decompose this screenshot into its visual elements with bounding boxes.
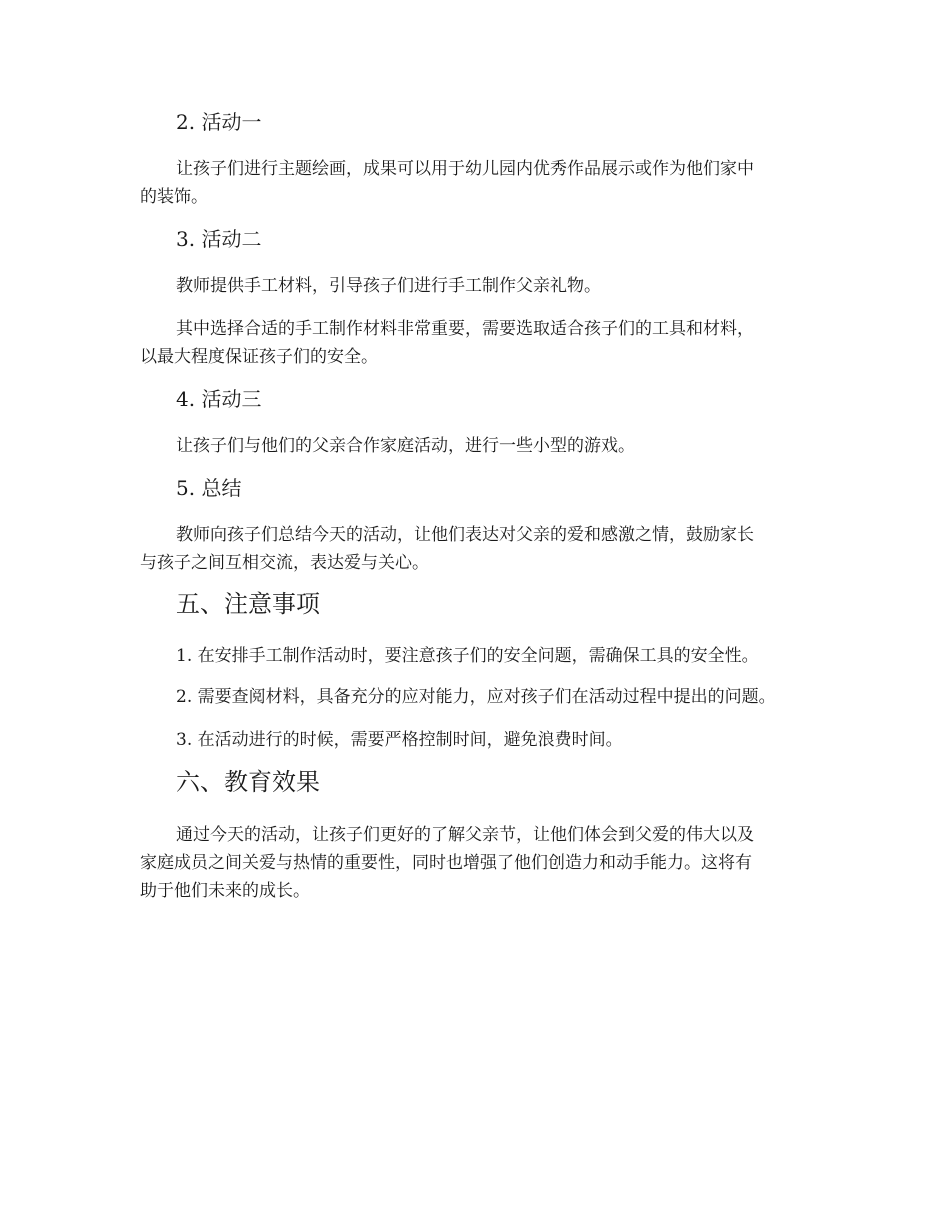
paragraph-line: 其中选择合适的手工制作材料非常重要，需要选取适合孩子们的工具和材料， <box>176 319 754 339</box>
paragraph-line: 让孩子们与他们的父亲合作家庭活动，进行一些小型的游戏。 <box>176 436 635 456</box>
section-heading-effects: 六、教育效果 <box>176 768 320 796</box>
paragraph-line: 家庭成员之间关爱与热情的重要性，同时也增强了他们创造力和动手能力。这将有 <box>140 853 752 873</box>
heading-activity-1: 2. 活动一 <box>176 110 262 134</box>
paragraph-line: 与孩子之间互相交流，表达爱与关心。 <box>140 553 429 573</box>
paragraph-line: 的装饰。 <box>140 187 208 207</box>
paragraph-line: 通过今天的活动，让孩子们更好的了解父亲节，让他们体会到父爱的伟大以及 <box>176 825 754 845</box>
list-item: 2. 需要查阅材料，具备充分的应对能力，应对孩子们在活动过程中提出的问题。 <box>176 687 776 707</box>
heading-summary: 5. 总结 <box>176 476 242 500</box>
paragraph-line: 让孩子们进行主题绘画，成果可以用于幼儿园内优秀作品展示或作为他们家中 <box>176 159 754 179</box>
list-item: 1. 在安排手工制作活动时，要注意孩子们的安全问题，需确保工具的安全性。 <box>176 646 759 666</box>
section-heading-notes: 五、注意事项 <box>176 590 320 618</box>
list-item: 3. 在活动进行的时候，需要严格控制时间，避免浪费时间。 <box>176 730 623 750</box>
paragraph-line: 助于他们未来的成长。 <box>140 881 310 901</box>
paragraph-line: 以最大程度保证孩子们的安全。 <box>140 347 378 367</box>
heading-activity-3: 4. 活动三 <box>176 387 262 411</box>
paragraph-line: 教师提供手工材料，引导孩子们进行手工制作父亲礼物。 <box>176 276 601 296</box>
paragraph-line: 教师向孩子们总结今天的活动，让他们表达对父亲的爱和感激之情，鼓励家长 <box>176 525 754 545</box>
heading-activity-2: 3. 活动二 <box>176 227 262 251</box>
